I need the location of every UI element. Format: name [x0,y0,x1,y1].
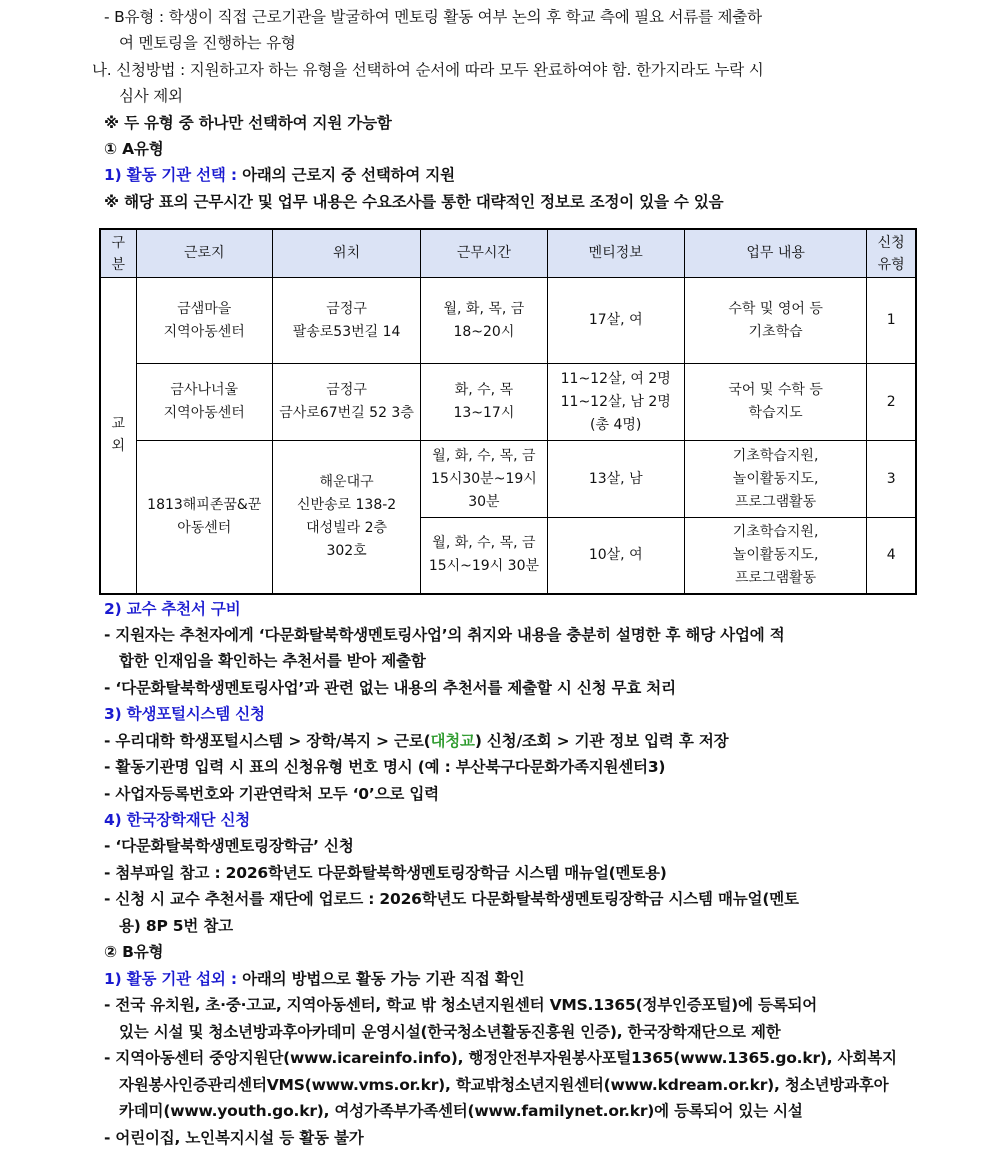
location-cell: 금정구 금사로67번길 52 3층 [272,364,420,441]
mentee-cell: 11~12살, 여 2명 11~12살, 남 2명 (총 4명) [547,364,684,441]
step1-text: 아래의 근로지 중 선택하여 지원 [236,166,455,184]
place-cell: 금샘마을 지역아동센터 [136,278,272,364]
mentee-cell: 13살, 남 [547,441,684,518]
type-cell: 4 [867,518,916,594]
b-step1-text: 아래의 방법으로 활동 가능 기관 직접 확인 [236,970,525,988]
table-row [100,364,916,441]
work-cell: 기초학습지원, 놀이활동지도, 프로그램활동 [684,441,866,518]
location-cell: 금정구 팔송로53번길 14 [272,278,420,364]
hours-cell: 화, 수, 목 13~17시 [421,364,547,441]
hours-cell: 월, 화, 수, 목, 금 15시30분~19시 30분 [421,441,547,518]
mentee-cell: 10살, 여 [547,518,684,594]
table-row [100,441,916,518]
workplace-table [99,228,917,595]
b-type-heading: ② B유형 [104,943,164,961]
section2-line1: - 지원자는 추천자에게 ‘다문화탈북학생멘토링사업’의 취지와 내용을 충분히 설명한 후 해당 사업에 적 [104,626,785,644]
header-work: 업무 내용 [684,229,866,278]
section4-line3: - 신청 시 교수 추천서를 재단에 업로드 : 2026학년도 다문화탈북학생멘토링장학금 시스템 매뉴얼(멘토 [104,890,799,908]
b-line5: 카데미(www.youth.go.kr), 여성가족부가족센터(www.familynet.or.kr)에 등록되어 있는 시설 [119,1102,803,1120]
section3-line1-pre: - 우리대학 학생포털시스템 > 장학/복지 > 근로( [104,732,431,750]
header-category: 구분 [100,229,136,278]
a-type-heading: ① A유형 [104,140,164,158]
step1-label: 1) 활동 기관 선택 : [104,166,237,184]
type-cell: 2 [867,364,916,441]
b-line2: 있는 시설 및 청소년방과후아카데미 운영시설(한국청소년활동진흥원 인증), 한국장학재단으로 제한 [119,1023,781,1041]
b-line6: - 어린이집, 노인복지시설 등 활동 불가 [104,1129,364,1147]
b-line1: - 전국 유치원, 초·중·고교, 지역아동센터, 학교 밖 청소년지원센터 VMS.1365(정부인증포털)에 등록되어 [104,996,818,1014]
work-cell: 수학 및 영어 등 기초학습 [684,278,866,364]
section4-heading: 4) 한국장학재단 신청 [104,811,251,829]
table-header-row [100,229,916,278]
table-row [100,278,916,364]
note-one-type: ※ 두 유형 중 하나만 선택하여 지원 가능함 [104,114,392,132]
place-cell: 1813해피존꿈&꾼 아동센터 [136,441,272,594]
section2-line2: 합한 인재임을 확인하는 추천서를 받아 제출함 [119,652,426,670]
b-type-desc-line1: - B유형 : 학생이 직접 근로기관을 발굴하여 멘토링 활동 여부 논의 후 학교 측에 필요 서류를 제출하 [104,8,762,26]
b-step1-line [104,966,524,992]
type-cell: 1 [867,278,916,364]
section2-heading: 2) 교수 추천서 구비 [104,600,241,618]
type-cell: 3 [867,441,916,518]
header-mentee: 멘티정보 [547,229,684,278]
header-place: 근로지 [136,229,272,278]
header-hours: 근무시간 [421,229,547,278]
work-cell: 기초학습지원, 놀이활동지도, 프로그램활동 [684,518,866,594]
place-cell: 금사나너울 지역아동센터 [136,364,272,441]
method-line2: 심사 제외 [119,87,183,105]
b-line3: - 지역아동센터 중앙지원단(www.icareinfo.info), 행정안전부자원봉사포털1365(www.1365.go.kr), 사회복지 [104,1049,897,1067]
work-cell: 국어 및 수학 등 학습지도 [684,364,866,441]
category-cell: 교외 [100,278,136,594]
section4-line1: - ‘다문화탈북학생멘토링장학금’ 신청 [104,837,354,855]
step1-line [104,162,455,188]
mentee-cell: 17살, 여 [547,278,684,364]
header-type: 신청유형 [867,229,916,278]
section2-line3: - ‘다문화탈북학생멘토링사업’과 관련 없는 내용의 추천서를 제출할 시 신청 무효 처리 [104,679,676,697]
header-location: 위치 [272,229,420,278]
note-table: ※ 해당 표의 근무시간 및 업무 내용은 수요조사를 통한 대략적인 정보로 조정이 있을 수 있음 [104,193,724,211]
section4-line4: 용) 8P 5번 참고 [119,917,233,935]
location-cell: 해운대구 신반송로 138-2 대성빌라 2층 302호 [272,441,420,594]
hours-cell: 월, 화, 수, 목, 금 15시~19시 30분 [421,518,547,594]
b-line4: 자원봉사인증관리센터VMS(www.vms.or.kr), 학교밖청소년지원센터(www.kdream.or.kr), 청소년방과후아 [119,1076,889,1094]
section3-line1-green: 대청교 [430,732,475,750]
section3-heading: 3) 학생포털시스템 신청 [104,705,265,723]
section3-line3: - 사업자등록번호와 기관연락처 모두 ‘0’으로 입력 [104,785,439,803]
section4-line2: - 첨부파일 참고 : 2026학년도 다문화탈북학생멘토링장학금 시스템 매뉴얼(멘토용) [104,864,667,882]
hours-cell: 월, 화, 목, 금 18~20시 [421,278,547,364]
section3-line1-post: ) 신청/조회 > 기관 정보 입력 후 저장 [474,732,729,750]
b-step1-label: 1) 활동 기관 섭외 : [104,970,237,988]
section3-line1 [104,728,728,754]
section3-line2: - 활동기관명 입력 시 표의 신청유형 번호 명시 (예 : 부산북구다문화가족지원센터3) [104,758,666,776]
method-line1: 나. 신청방법 : 지원하고자 하는 유형을 선택하여 순서에 따라 모두 완료하여야 함. 한가지라도 누락 시 [92,61,764,79]
b-type-desc-line2: 여 멘토링을 진행하는 유형 [119,34,296,52]
